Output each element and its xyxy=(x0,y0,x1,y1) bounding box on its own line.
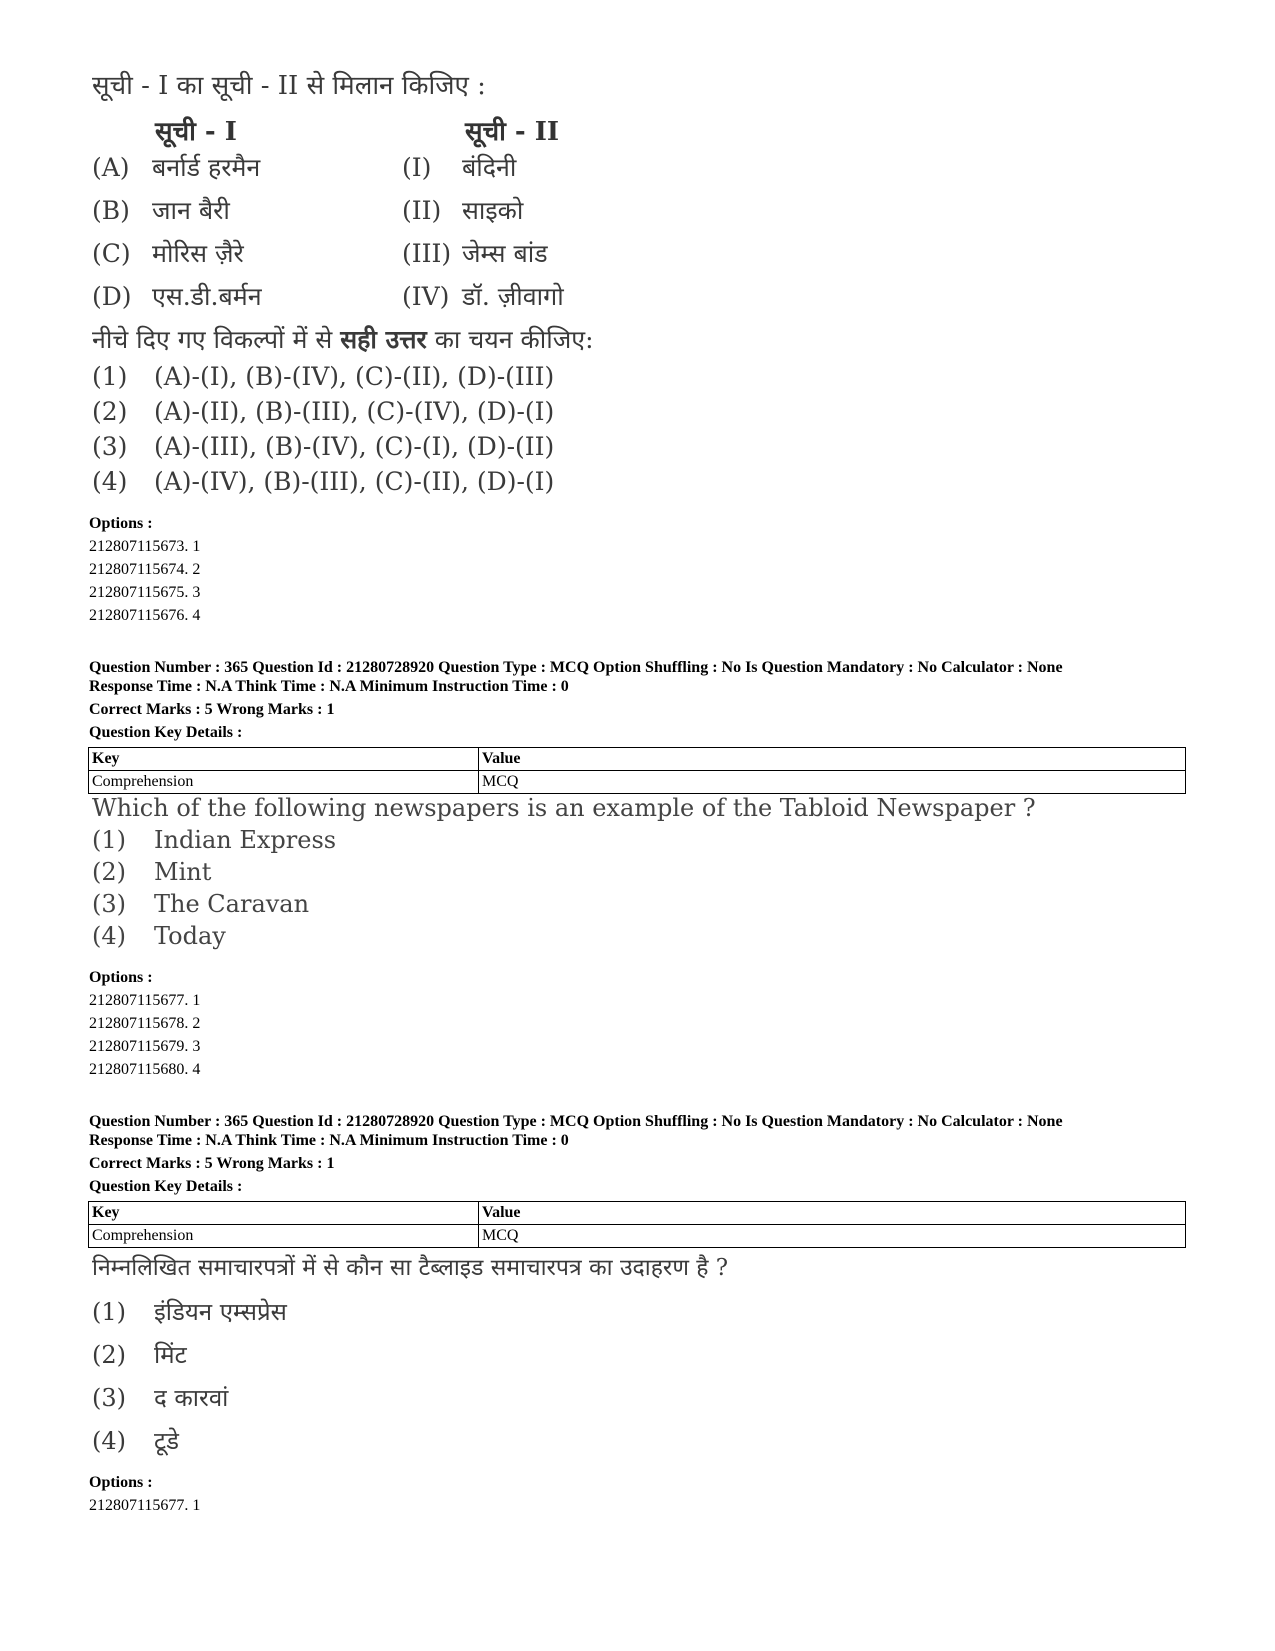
list2-item: (II) साइको xyxy=(402,196,524,225)
answer-choice: (1) (A)-(I), (B)-(IV), (C)-(II), (D)-(III) xyxy=(92,362,555,391)
table-header-value: Value xyxy=(479,748,1186,771)
table-header-key: Key xyxy=(89,1202,479,1225)
key-details-table xyxy=(88,1201,1186,1248)
option-id: 212807115676. 4 xyxy=(89,607,201,624)
answer-choice: (4) टूडे xyxy=(92,1427,179,1455)
answer-choice: (3) The Caravan xyxy=(92,890,310,918)
table-cell: MCQ xyxy=(479,771,1186,794)
options-label: Options : xyxy=(89,1474,153,1491)
question-meta: Question Number : 365 Question Id : 21280728920 Question Type : MCQ Option Shuffling : No Is Question Mandatory : No Calculator : None xyxy=(89,659,1063,676)
match-instruction: नीचे दिए गए विकल्पों में से सही उत्तर का चयन कीजिए: xyxy=(92,325,594,354)
list2-item: (IV) डॉ. ज़ीवागो xyxy=(402,282,564,311)
table-cell: MCQ xyxy=(479,1225,1186,1248)
match-question-intro: सूची - I का सूची - II से मिलान किजिए : xyxy=(92,71,486,101)
answer-choice: (3) द कारवां xyxy=(92,1384,229,1412)
answer-choice: (1) Indian Express xyxy=(92,826,337,854)
question-text: Which of the following newspapers is an example of the Tabloid Newspaper ? xyxy=(92,794,1036,822)
option-id: 212807115675. 3 xyxy=(89,584,201,601)
option-id: 212807115674. 2 xyxy=(89,561,201,578)
table-row xyxy=(89,771,1186,794)
table-row xyxy=(89,1225,1186,1248)
table-cell: Comprehension xyxy=(89,1225,479,1248)
key-details-label: Question Key Details : xyxy=(89,724,243,741)
option-id: 212807115677. 1 xyxy=(89,992,201,1009)
list1-item: (D) एस.डी.बर्मन xyxy=(92,282,262,311)
table-row xyxy=(89,1202,1186,1225)
options-label: Options : xyxy=(89,515,153,532)
question-marks: Correct Marks : 5 Wrong Marks : 1 xyxy=(89,1155,335,1172)
answer-choice: (1) इंडियन एम्सप्रेस xyxy=(92,1298,287,1326)
answer-choice: (2) मिंट xyxy=(92,1341,187,1369)
answer-choice: (4) Today xyxy=(92,922,226,950)
key-details-label: Question Key Details : xyxy=(89,1178,243,1195)
option-id: 212807115677. 1 xyxy=(89,1497,201,1514)
list1-item: (B) जान बैरी xyxy=(92,196,230,225)
answer-choice: (4) (A)-(IV), (B)-(III), (C)-(II), (D)-(I) xyxy=(92,467,555,496)
question-marks: Correct Marks : 5 Wrong Marks : 1 xyxy=(89,701,335,718)
question-meta-timing: Response Time : N.A Think Time : N.A Minimum Instruction Time : 0 xyxy=(89,678,569,695)
list1-header: सूची - I xyxy=(155,117,237,147)
key-details-table xyxy=(88,747,1186,794)
question-meta: Question Number : 365 Question Id : 21280728920 Question Type : MCQ Option Shuffling : No Is Question Mandatory : No Calculator : None xyxy=(89,1113,1063,1130)
table-header-key: Key xyxy=(89,748,479,771)
question-meta-timing: Response Time : N.A Think Time : N.A Minimum Instruction Time : 0 xyxy=(89,1132,569,1149)
list1-item: (A) बर्नार्ड हरमैन xyxy=(92,153,261,182)
answer-choice: (2) Mint xyxy=(92,858,212,886)
list2-item: (I) बंदिनी xyxy=(402,153,517,182)
table-header-value: Value xyxy=(479,1202,1186,1225)
option-id: 212807115679. 3 xyxy=(89,1038,201,1055)
answer-choice: (3) (A)-(III), (B)-(IV), (C)-(I), (D)-(II) xyxy=(92,432,555,461)
list1-item: (C) मोरिस ज़ैरे xyxy=(92,239,244,268)
table-cell: Comprehension xyxy=(89,771,479,794)
option-id: 212807115680. 4 xyxy=(89,1061,201,1078)
list2-item: (III) जेम्स बांड xyxy=(402,239,548,268)
option-id: 212807115673. 1 xyxy=(89,538,201,555)
table-row xyxy=(89,748,1186,771)
list2-header: सूची - II xyxy=(465,117,560,147)
options-label: Options : xyxy=(89,969,153,986)
question-text: निम्नलिखित समाचारपत्रों में से कौन सा टैब्लाइड समाचारपत्र का उदाहरण है ? xyxy=(92,1255,729,1281)
option-id: 212807115678. 2 xyxy=(89,1015,201,1032)
answer-choice: (2) (A)-(II), (B)-(III), (C)-(IV), (D)-(I) xyxy=(92,397,555,426)
